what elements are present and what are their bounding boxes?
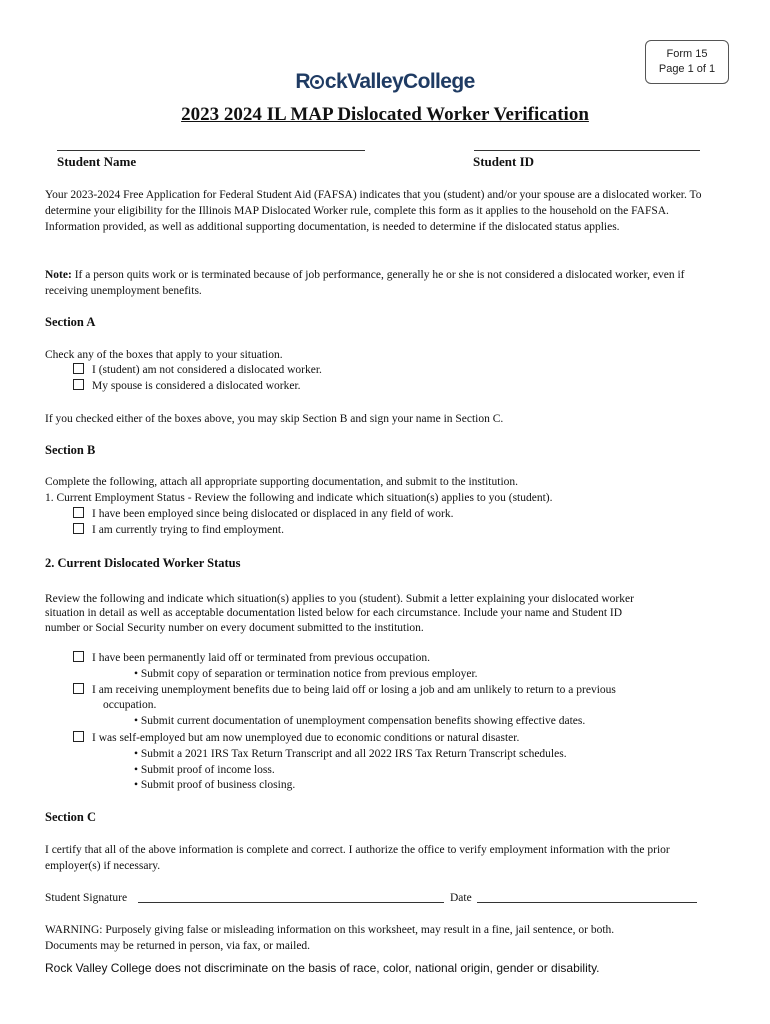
checkbox-seeking-employment[interactable] <box>73 523 84 534</box>
signature-label: Student Signature <box>45 892 128 904</box>
date-label: Date <box>450 892 472 904</box>
college-logo: R ckValleyCollege <box>295 70 475 93</box>
section-2-option-self-employed: I was self-employed but am now unemployed due to economic conditions or natural disaster. <box>73 730 519 746</box>
section-2-option-laid-off: I have been permanently laid off or terminated from previous occupation. <box>73 650 430 666</box>
bullet-unemployment-docs: • Submit current documentation of unemployment compensation benefits showing effective dates. <box>134 715 586 727</box>
bullet-income-loss: • Submit proof of income loss. <box>134 764 275 776</box>
bullet-business-closing: • Submit proof of business closing. <box>134 779 296 791</box>
student-name-label: Student Name <box>57 154 137 169</box>
section-2-heading: 2. Current Dislocated Worker Status <box>45 556 241 570</box>
warning-line-1: WARNING: Purposely giving false or misleading information on this worksheet, may result in a fine, jail sentence, or both. <box>45 924 615 936</box>
student-id-label: Student ID <box>473 154 535 169</box>
section-a-skip-text: If you checked either of the boxes above, you may skip Section B and sign your name in Section C. <box>45 413 504 425</box>
section-2-option-unemployment: I am receiving unemployment benefits due to being laid off or losing a job and am unlikely to return to a previous <box>73 682 616 698</box>
checkbox-unemployment-benefits[interactable] <box>73 683 84 694</box>
checkbox-self-employed[interactable] <box>73 731 84 742</box>
section-a-option-spouse: My spouse is considered a dislocated worker. <box>73 378 301 394</box>
checkbox-employed-since-dislocated[interactable] <box>73 507 84 518</box>
section-a-instruction: Check any of the boxes that apply to your situation. <box>45 349 283 361</box>
checkbox-spouse-dislocated[interactable] <box>73 379 84 390</box>
bullet-separation-notice: • Submit copy of separation or termination notice from previous employer. <box>134 668 478 680</box>
section-2-instruction-line-2: situation in detail as well as acceptable documentation listed below for each circumstance. Include your name and Student ID <box>45 607 623 619</box>
checkbox-student-not-dislocated[interactable] <box>73 363 84 374</box>
student-name-field[interactable] <box>57 150 365 151</box>
section-c-heading: Section C <box>45 810 97 824</box>
section-2-option-unemployment-cont: occupation. <box>103 699 157 711</box>
section-b-heading: Section B <box>45 443 96 457</box>
logo-circle-icon <box>310 75 324 89</box>
section-b-item-1: 1. Current Employment Status - Review the following and indicate which situation(s) applies to you (student). <box>45 492 553 504</box>
section-b-option-employed: I have been employed since being dislocated or displaced in any field of work. <box>73 506 454 522</box>
note-paragraph: Note: If a person quits work or is terminated because of job performance, generally he or she is not considered a dislocated worker, even if receiving unemployment benefits. <box>45 269 685 297</box>
section-2-instruction-line-1: Review the following and indicate which situation(s) applies to you (student). Submit a letter explaining your dislocated worker <box>45 593 634 605</box>
page-number: Page 1 of 1 <box>658 63 716 75</box>
checkbox-laid-off[interactable] <box>73 651 84 662</box>
section-b-instruction: Complete the following, attach all appropriate supporting documentation, and submit to the institution. <box>45 476 519 488</box>
section-2-instruction-line-3: number or Social Security number on every document submitted to the institution. <box>45 622 424 634</box>
signature-field[interactable] <box>138 902 444 903</box>
form-number: Form 15 <box>666 48 708 60</box>
section-a-heading: Section A <box>45 315 96 329</box>
warning-line-2: Documents may be returned in person, via fax, or mailed. <box>45 940 311 952</box>
nondiscrimination-footer: Rock Valley College does not discriminate on the basis of race, color, national origin, gender or disability. <box>45 961 600 975</box>
student-id-field[interactable] <box>474 150 700 151</box>
section-b-option-seeking: I am currently trying to find employment. <box>73 522 284 538</box>
bullet-tax-transcripts: • Submit a 2021 IRS Tax Return Transcript and all 2022 IRS Tax Return Transcript schedules. <box>134 748 567 760</box>
page-title: 2023 2024 IL MAP Dislocated Worker Verification <box>181 104 589 125</box>
intro-paragraph: Your 2023-2024 Free Application for Federal Student Aid (FAFSA) indicates that you (student) and/or your spouse are a dislocated worker. To determine your eligibility for the Illinois MAP Dislocated Worker rule, complete this form as it applies to the household on the FAFSA. Information provided, as well as additional supporting documentation, is needed to determine if the dislocated status applies. <box>45 189 702 233</box>
section-a-option-student: I (student) am not considered a dislocated worker. <box>73 362 322 378</box>
certification-paragraph: I certify that all of the above information is complete and correct. I authorize the office to verify employment information with the prior employer(s) if necessary. <box>45 844 670 872</box>
date-field[interactable] <box>477 902 697 903</box>
